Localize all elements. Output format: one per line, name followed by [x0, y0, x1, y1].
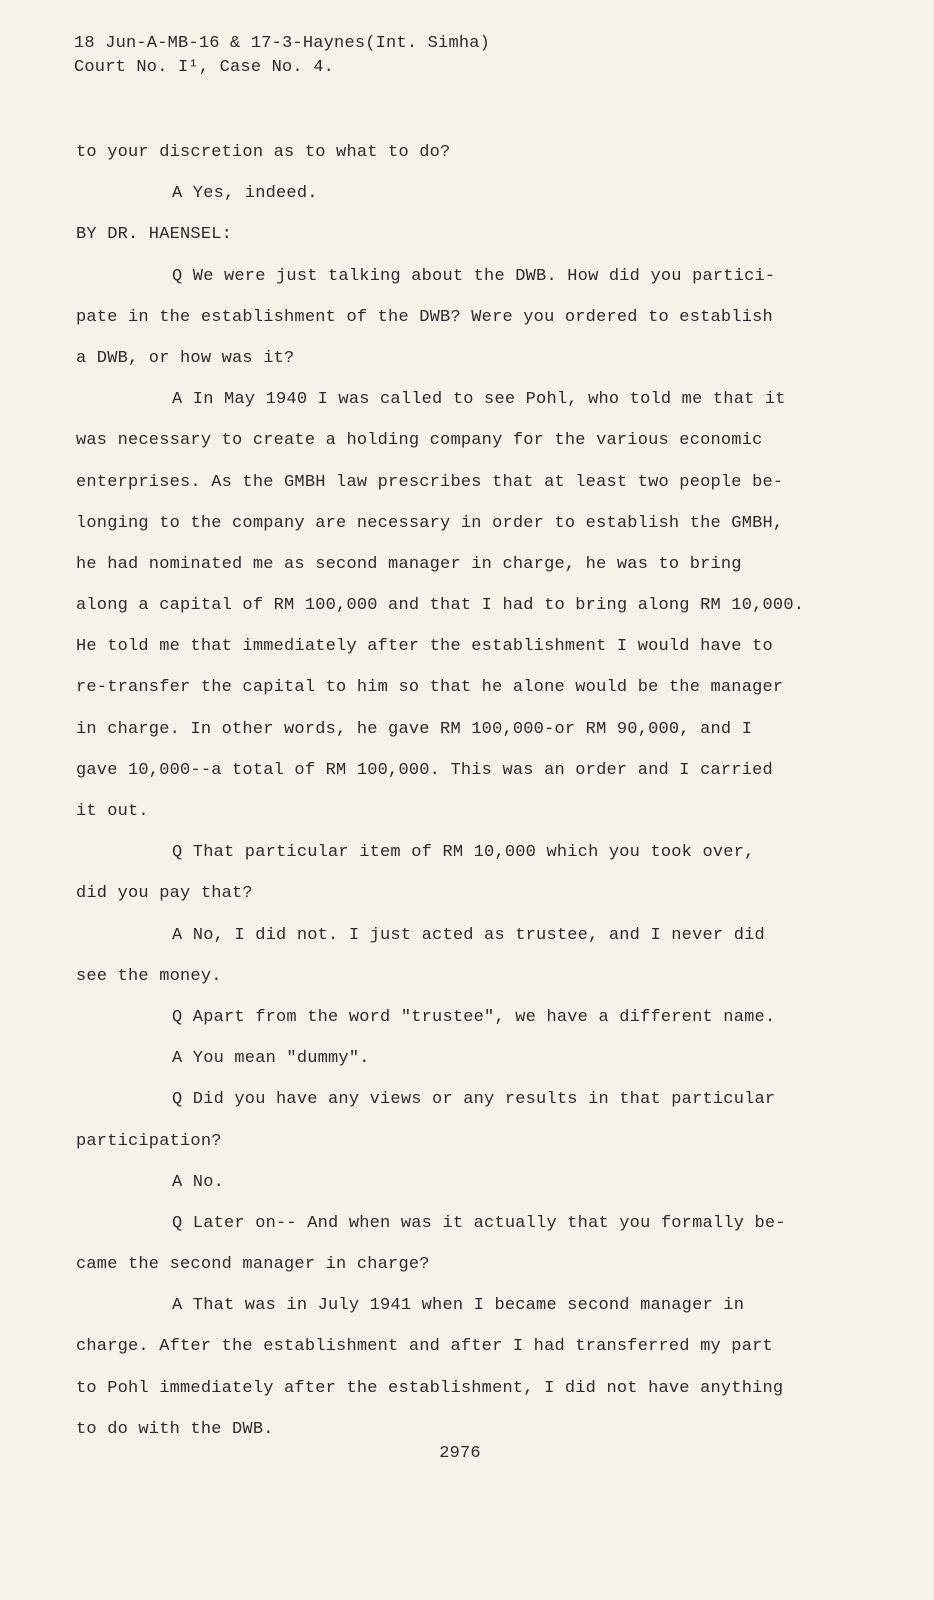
answer-line: A That was in July 1941 when I became second manager in — [172, 1296, 745, 1316]
transcript-line: along a capital of RM 100,000 and that I had to bring along RM 10,000. — [76, 596, 805, 616]
transcript-line: did you pay that? — [76, 884, 253, 904]
transcript-line: it out. — [76, 802, 149, 821]
transcript-line: a DWB, or how was it? — [76, 348, 295, 368]
question-line: Q That particular item of RM 10,000 which you took over, — [172, 843, 755, 863]
answer-line: A You mean "dummy". — [172, 1049, 370, 1069]
header-line-1: 18 Jun-A-MB-16 & 17-3-Haynes(Int. Simha) — [74, 34, 491, 53]
transcript-line: longing to the company are necessary in order to establish the GMBH, — [76, 513, 784, 533]
speaker-heading: BY DR. HAENSEL: — [76, 225, 233, 245]
question-line: Q Apart from the word "trustee", we have a different name. — [172, 1007, 776, 1027]
transcript-line: to Pohl immediately after the establishment, I did not have anything — [76, 1378, 784, 1398]
transcript-line: participation? — [76, 1131, 222, 1151]
transcript-line: enterprises. As the GMBH law prescribes that at least two people be- — [76, 472, 784, 492]
transcript-line: He told me that immediately after the establishment I would have to — [76, 637, 773, 657]
question-line: Q We were just talking about the DWB. How did you partici- — [172, 266, 776, 286]
question-line: Q Later on-- And when was it actually that you formally be- — [172, 1213, 786, 1233]
answer-line: A No, I did not. I just acted as trustee, and I never did — [172, 925, 765, 945]
document-header — [74, 32, 490, 80]
answer-line: A In May 1940 I was called to see Pohl, who told me that it — [172, 390, 786, 410]
transcript-body — [76, 132, 836, 1450]
transcript-line: came the second manager in charge? — [76, 1255, 430, 1275]
transcript-line: to your discretion as to what to do? — [76, 143, 451, 162]
transcript-line: he had nominated me as second manager in charge, he was to bring — [76, 554, 742, 574]
answer-line: A No. — [172, 1172, 225, 1192]
question-line: Q Did you have any views or any results in that particular — [172, 1090, 776, 1110]
transcript-line: re-transfer the capital to him so that he alone would be the manager — [76, 678, 784, 698]
transcript-line: gave 10,000--a total of RM 100,000. This was an order and I carried — [76, 760, 773, 780]
header-line-2: Court No. I¹, Case No. 4. — [74, 58, 335, 77]
transcript-line: pate in the establishment of the DWB? Were you ordered to establish — [76, 307, 773, 327]
transcript-line: was necessary to create a holding company for the various economic — [76, 431, 763, 451]
transcript-line: to do with the DWB. — [76, 1419, 274, 1439]
transcript-line: charge. After the establishment and after I had transferred my part — [76, 1337, 773, 1357]
answer-line: A Yes, indeed. — [172, 184, 318, 204]
page-number: 2976 — [439, 1444, 481, 1463]
transcript-line: see the money. — [76, 966, 222, 986]
transcript-line: in charge. In other words, he gave RM 100,000-or RM 90,000, and I — [76, 719, 753, 739]
